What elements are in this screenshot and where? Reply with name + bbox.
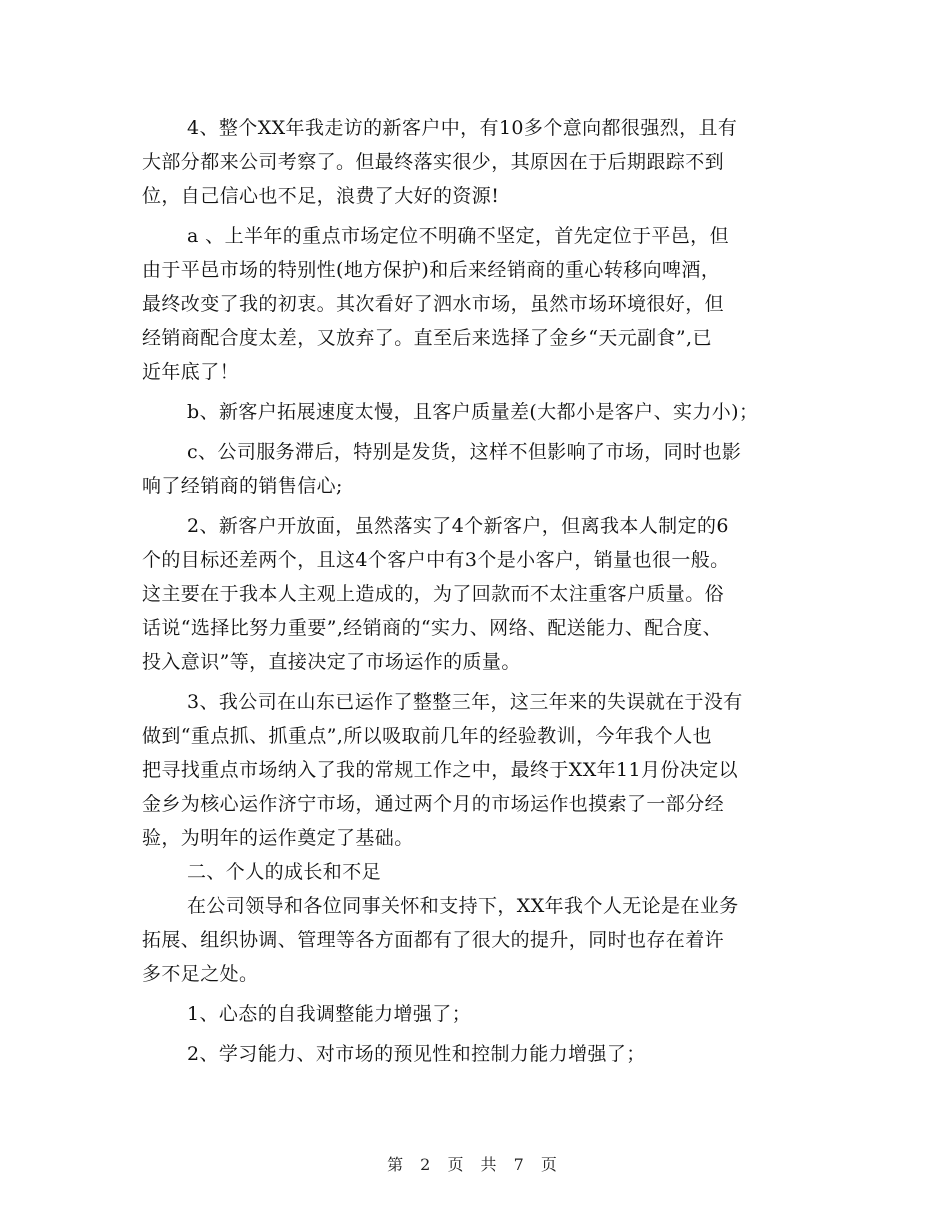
text-line: 1、心态的自我调整能力增强了；	[187, 1003, 472, 1025]
text-line: 把寻找重点市场纳入了我的常规工作之中，最终于XX年11月份决定以	[142, 759, 739, 781]
text-line: 4、整个XX年我走访的新客户中，有10多个意向都很强烈，且有	[187, 117, 738, 139]
text-line: b、新客户拓展速度太慢，且客户质量差(大都小是客户、实力小)；	[187, 401, 759, 423]
text-line: 经销商配合度太差，又放弃了。直至后来选择了金乡“天元副食”,已	[142, 327, 712, 349]
text-line: a 、上半年的重点市场定位不明确不坚定，首先定位于平邑，但	[187, 225, 729, 247]
paragraph-9	[142, 1037, 822, 1071]
text-line: 多不足之处。	[142, 963, 259, 985]
paragraph-7	[142, 889, 822, 991]
text-line: 响了经销商的销售信心;	[142, 475, 343, 497]
paragraph-2	[142, 219, 822, 389]
text-line: 最终改变了我的初衷。其次看好了泗水市场，虽然市场环境很好，但	[142, 293, 725, 315]
text-line: 做到“重点抓、抓重点”,所以吸取前几年的经验教训，今年我个人也	[142, 725, 712, 747]
text-line: 投入意识”等，直接决定了市场运作的质量。	[142, 651, 521, 673]
text-line: 验，为明年的运作奠定了基础。	[142, 827, 414, 849]
text-line: 大部分都来公司考察了。但最终落实很少，其原因在于后期跟踪不到	[142, 151, 725, 173]
text-line: 金乡为核心运作济宁市场，通过两个月的市场运作也摸索了一部分经	[142, 793, 725, 815]
text-line: 2、新客户开放面，虽然落实了4个新客户，但离我本人制定的6	[187, 515, 729, 537]
text-line: 这主要在于我本人主观上造成的，为了回款而不太注重客户质量。俗	[142, 583, 725, 605]
paragraph-3	[142, 395, 822, 429]
text-line: 由于平邑市场的特别性(地方保护)和后来经销商的重心转移向啤酒，	[142, 259, 721, 281]
text-line: 个的目标还差两个，且这4个客户中有3个是小客户，销量也很一般。	[142, 549, 730, 571]
text-line: 在公司领导和各位同事关怀和支持下，XX年我个人无论是在业务	[187, 895, 739, 917]
text-line: 拓展、组织协调、管理等各方面都有了很大的提升，同时也存在着许	[142, 929, 725, 951]
section-heading	[142, 855, 822, 889]
paragraph-8	[142, 997, 822, 1031]
text-line: 3、我公司在山东已运作了整整三年，这三年来的失误就在于没有	[187, 691, 743, 713]
page-number-footer: 第 2 页 共 7 页	[387, 1155, 563, 1174]
document-body	[142, 111, 822, 1071]
paragraph-4	[142, 435, 822, 503]
text-line: 话说“选择比努力重要”,经销商的“实力、网络、配送能力、配合度、	[142, 617, 722, 639]
paragraph-6	[142, 685, 822, 855]
text-line: 近年底了！	[142, 361, 240, 383]
paragraph-5	[142, 509, 822, 679]
text-line: 位，自己信心也不足，浪费了大好的资源!	[142, 185, 500, 207]
text-line: c、公司服务滞后，特别是发货，这样不但影响了市场，同时也影	[187, 441, 742, 463]
text-line: 2、学习能力、对市场的预见性和控制力能力增强了；	[187, 1043, 646, 1065]
paragraph-1	[142, 111, 822, 213]
text-line: 二、个人的成长和不足	[187, 861, 382, 883]
